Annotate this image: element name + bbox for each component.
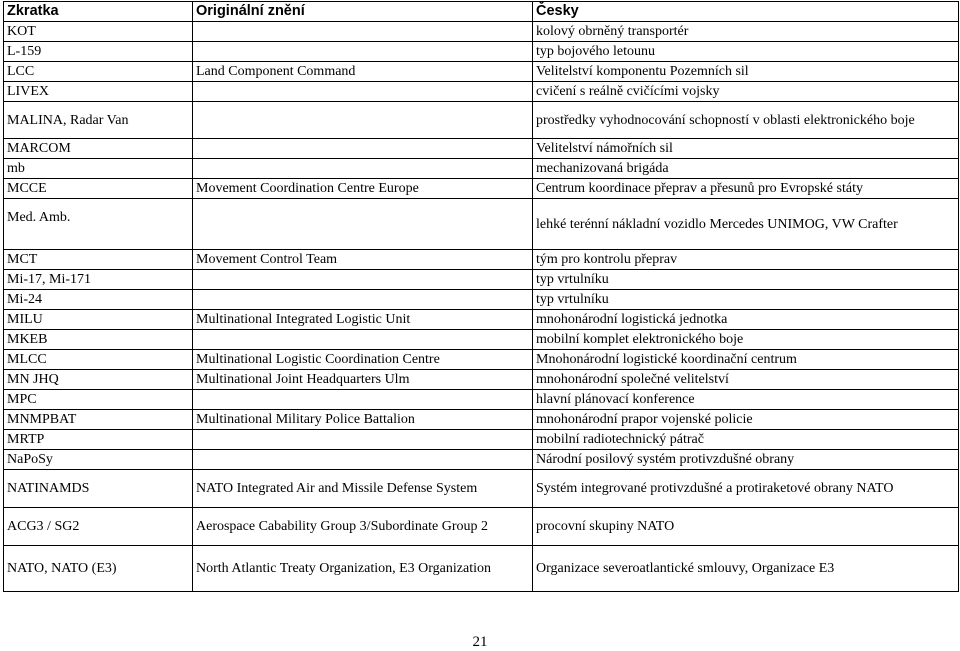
abbreviation-cell: MARCOM: [4, 139, 193, 159]
original-cell: Aerospace Cabability Group 3/Subordinate Group 2: [193, 508, 533, 546]
table-row: [4, 290, 959, 310]
table-row: [4, 430, 959, 450]
original-cell: [193, 42, 533, 62]
original-cell: [193, 199, 533, 250]
abbreviation-table: [3, 1, 959, 592]
czech-cell: procovní skupiny NATO: [533, 508, 959, 546]
table-row: [4, 62, 959, 82]
original-cell: Multinational Joint Headquarters Ulm: [193, 370, 533, 390]
abbreviation-cell: Mi-24: [4, 290, 193, 310]
table-row: [4, 546, 959, 592]
original-cell: [193, 270, 533, 290]
page-number: 21: [472, 634, 488, 650]
abbreviation-cell: L-159: [4, 42, 193, 62]
table-row: [4, 450, 959, 470]
czech-cell: Velitelství námořních sil: [533, 139, 959, 159]
abbreviation-cell: ACG3 / SG2: [4, 508, 193, 546]
original-cell: [193, 330, 533, 350]
czech-cell: kolový obrněný transportér: [533, 22, 959, 42]
czech-cell: Velitelství komponentu Pozemních sil: [533, 62, 959, 82]
table-row: [4, 310, 959, 330]
czech-cell: hlavní plánovací konference: [533, 390, 959, 410]
original-cell: Multinational Integrated Logistic Unit: [193, 310, 533, 330]
table-row: [4, 270, 959, 290]
czech-cell: mnohonárodní společné velitelství: [533, 370, 959, 390]
czech-cell: typ vrtulníku: [533, 290, 959, 310]
czech-cell: cvičení s reálně cvičícími vojsky: [533, 82, 959, 102]
table-row: [4, 102, 959, 139]
czech-cell: typ vrtulníku: [533, 270, 959, 290]
table-row: [4, 139, 959, 159]
table-row: [4, 508, 959, 546]
abbreviation-cell: NATINAMDS: [4, 470, 193, 508]
abbreviation-cell: MALINA, Radar Van: [4, 102, 193, 139]
abbreviation-cell: NaPoSy: [4, 450, 193, 470]
table-row: [4, 199, 959, 250]
czech-cell: prostředky vyhodnocování schopností v oblasti elektronického boje: [533, 102, 959, 139]
table-row: [4, 370, 959, 390]
table-row: [4, 250, 959, 270]
table-header-row: [4, 2, 959, 22]
abbreviation-cell: NATO, NATO (E3): [4, 546, 193, 592]
abbreviation-cell: Mi-17, Mi-171: [4, 270, 193, 290]
table-row: [4, 350, 959, 370]
original-cell: North Atlantic Treaty Organization, E3 Organization: [193, 546, 533, 592]
original-cell: [193, 290, 533, 310]
header-original: Originální znění: [193, 2, 533, 22]
original-cell: [193, 159, 533, 179]
czech-cell: mobilní radiotechnický pátrač: [533, 430, 959, 450]
table-row: [4, 179, 959, 199]
czech-cell: Národní posilový systém protivzdušné obrany: [533, 450, 959, 470]
table-row: [4, 470, 959, 508]
abbreviation-cell: MLCC: [4, 350, 193, 370]
abbreviation-cell: LIVEX: [4, 82, 193, 102]
original-cell: [193, 390, 533, 410]
abbreviation-cell: KOT: [4, 22, 193, 42]
header-abbreviation: Zkratka: [4, 2, 193, 22]
abbreviation-cell: mb: [4, 159, 193, 179]
original-cell: [193, 450, 533, 470]
czech-cell: tým pro kontrolu přeprav: [533, 250, 959, 270]
czech-cell: typ bojového letounu: [533, 42, 959, 62]
czech-cell: mobilní komplet elektronického boje: [533, 330, 959, 350]
original-cell: Multinational Military Police Battalion: [193, 410, 533, 430]
original-cell: [193, 430, 533, 450]
original-cell: [193, 22, 533, 42]
czech-cell: Mnohonárodní logistické koordinační centrum: [533, 350, 959, 370]
abbreviation-cell: MN JHQ: [4, 370, 193, 390]
original-cell: NATO Integrated Air and Missile Defense System: [193, 470, 533, 508]
table-row: [4, 22, 959, 42]
abbreviation-cell: MKEB: [4, 330, 193, 350]
original-cell: Multinational Logistic Coordination Centre: [193, 350, 533, 370]
original-cell: Movement Control Team: [193, 250, 533, 270]
czech-cell: mnohonárodní prapor vojenské policie: [533, 410, 959, 430]
abbreviation-cell: MCT: [4, 250, 193, 270]
original-cell: [193, 82, 533, 102]
table-row: [4, 159, 959, 179]
czech-cell: Systém integrované protivzdušné a protiraketové obrany NATO: [533, 470, 959, 508]
abbreviation-cell: MRTP: [4, 430, 193, 450]
abbreviation-cell: MNMPBAT: [4, 410, 193, 430]
table-row: [4, 82, 959, 102]
original-cell: Land Component Command: [193, 62, 533, 82]
abbreviation-cell: Med. Amb.: [4, 199, 193, 250]
czech-cell: Organizace severoatlantické smlouvy, Organizace E3: [533, 546, 959, 592]
table-row: [4, 330, 959, 350]
czech-cell: lehké terénní nákladní vozidlo Mercedes UNIMOG, VW Crafter: [533, 199, 959, 250]
abbreviation-cell: MPC: [4, 390, 193, 410]
abbreviation-cell: LCC: [4, 62, 193, 82]
original-cell: [193, 102, 533, 139]
czech-cell: Centrum koordinace přeprav a přesunů pro Evropské státy: [533, 179, 959, 199]
original-cell: [193, 139, 533, 159]
czech-cell: mnohonárodní logistická jednotka: [533, 310, 959, 330]
header-czech: Česky: [533, 2, 959, 22]
table-row: [4, 410, 959, 430]
original-cell: Movement Coordination Centre Europe: [193, 179, 533, 199]
table-row: [4, 42, 959, 62]
table-row: [4, 390, 959, 410]
czech-cell: mechanizovaná brigáda: [533, 159, 959, 179]
abbreviation-cell: MCCE: [4, 179, 193, 199]
abbreviation-cell: MILU: [4, 310, 193, 330]
